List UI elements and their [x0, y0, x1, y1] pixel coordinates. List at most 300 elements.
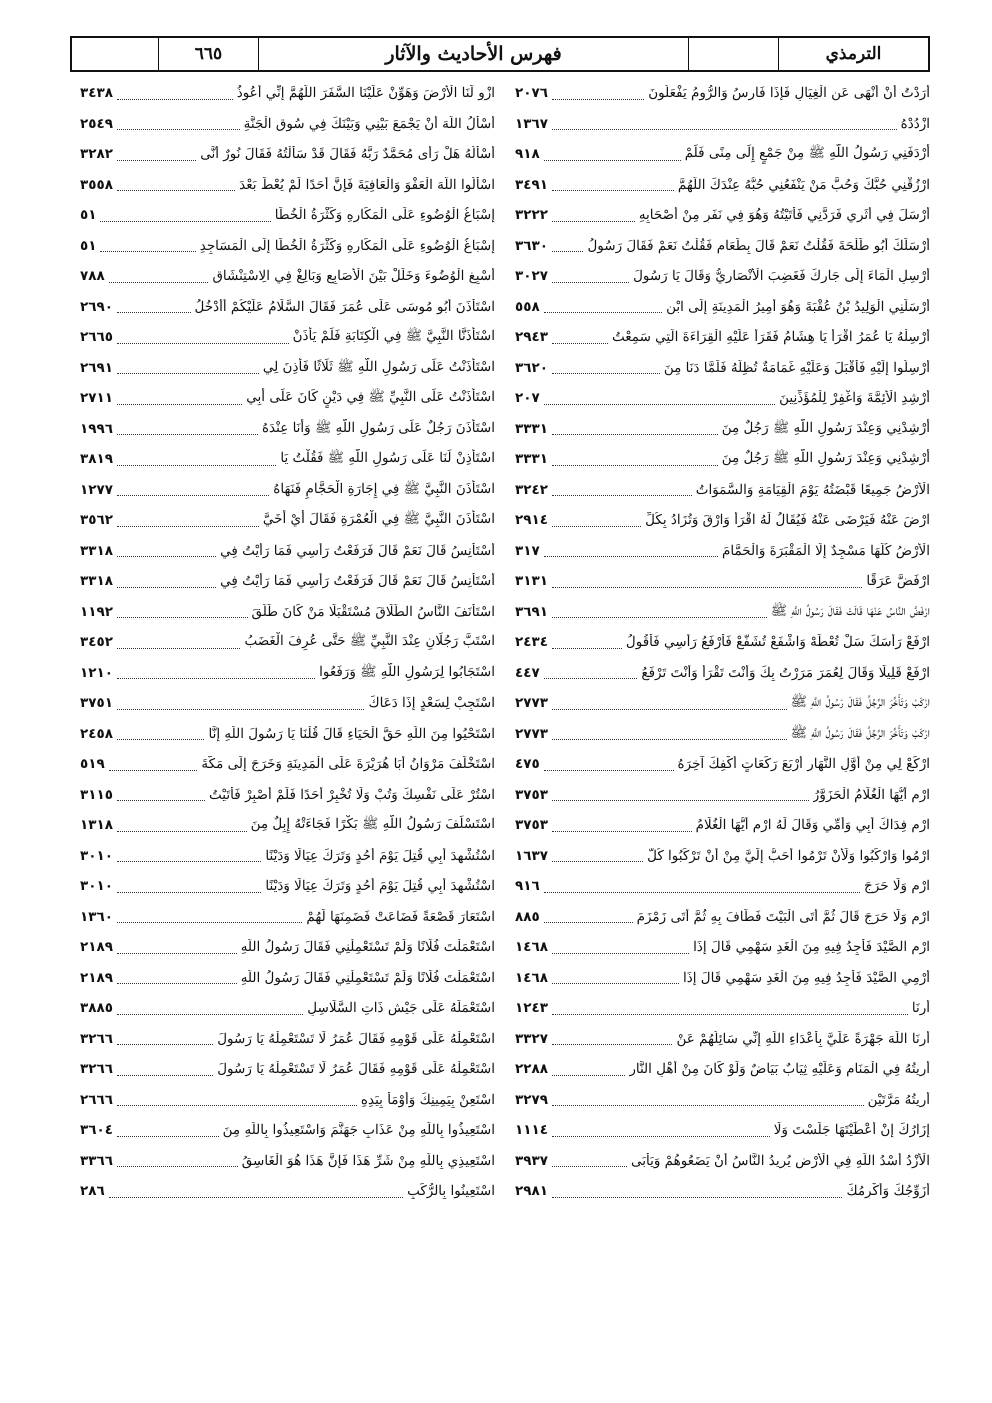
leader-dots	[117, 1032, 213, 1045]
hadith-number: ٨٨٥	[515, 908, 540, 925]
hadith-number: ٣٩٣٧	[515, 1152, 548, 1169]
entry-text: أَسْبِغِ الْوُضُوءَ وَخَلِّلْ بَيْنَ الْأَصَابِعِ وَبَالِغْ فِي الِاسْتِنْشَاقِ	[212, 268, 495, 285]
entry-text: ارْكَعْ لِي مِنْ أَوَّلِ النَّهَارِ أَرْبَعَ رَكَعَاتٍ أَكْفِكَ آخِرَهُ	[677, 756, 930, 773]
hadith-number: ٣٠٢٧	[515, 268, 548, 285]
leader-dots	[552, 605, 767, 618]
hadith-number: ٢٦٦٥	[80, 329, 113, 346]
hadith-number: ١١١٤	[515, 1122, 548, 1139]
hadith-number: ٣٤٥٢	[80, 634, 113, 651]
entry-text: اسْتُشْهِدَ أَبِي قُتِلَ يَوْمَ أُحُدٍ وَتَرَكَ عِيَالًا وَدَيْنًا	[265, 878, 495, 895]
index-entry	[515, 658, 930, 689]
entry-text: أَسْتَأْنِسُ قَالَ نَعَمْ قَالَ فَرَفَعْتُ رَأْسِي فَمَا رَأَيْتُ فِي	[220, 542, 495, 559]
leader-dots	[552, 788, 809, 801]
leader-dots	[117, 1002, 303, 1015]
entry-text: اسْتُشْهِدَ أَبِي قُتِلَ يَوْمَ أُحُدٍ وَتَرَكَ عِيَالًا وَدَيْنًا	[265, 847, 495, 864]
hadith-number: ٣٣١٨	[80, 573, 113, 590]
entry-text: أُرِيتُهُ مَرَّتَيْنِ	[867, 1091, 930, 1108]
entry-text: أَرْسِلْهُ يَا عُمَرُ اقْرَأْ يَا هِشَامُ فَقَرَأَ عَلَيْهِ الْقِرَاءَةَ الَّتِي سَمِعْتُ	[612, 329, 930, 346]
index-entry	[515, 444, 930, 475]
hadith-number: ١٢٤٣	[515, 1000, 548, 1017]
index-entry	[80, 1115, 495, 1146]
hadith-number: ٣١٣١	[515, 573, 548, 590]
index-entry	[515, 353, 930, 384]
entry-text: أَرِنَا	[911, 1000, 930, 1017]
entry-text: ارْفَضَّ النَّاسُ عَنْهَا قَالَتْ فَقَالَ رَسُولُ اللَّهِ ﷺ	[770, 602, 930, 619]
index-entry	[515, 810, 930, 841]
entry-text: اسْتَأْذِنْ لَنَا عَلَى رَسُولِ اللَّهِ ﷺ فَقُلْتُ يَا	[280, 450, 495, 467]
leader-dots	[552, 971, 679, 984]
index-entry	[515, 505, 930, 536]
entry-text: أَرْمِي الصَّيْدَ فَأَجِدُ فِيهِ مِنَ الْغَدِ سَهْمِي قَالَ إِذَا	[682, 969, 930, 986]
entry-text: أَرْسَلَكَ أَبُو طَلْحَةَ فَقُلْتُ نَعَمْ قَالَ بِطَعَامٍ فَقُلْتُ نَعَمْ فَقَالَ رَسُولُ	[587, 237, 930, 254]
hadith-number: ٣١٧	[515, 542, 540, 559]
leader-dots	[117, 1063, 213, 1076]
index-entry	[515, 322, 930, 353]
book-name: الترمذي	[778, 38, 928, 70]
index-entry	[80, 536, 495, 567]
entry-text: اسْتَعِيذِي بِاللَّهِ مِنْ شَرِّ هَذَا فَإِنَّ هَذَا هُوَ الْغَاسِقُ	[241, 1152, 495, 1169]
hadith-number: ٣٥٦٢	[80, 512, 113, 529]
entry-text: اسْتَعْمَلْتَ فُلَانًا وَلَمْ تَسْتَعْمِلْنِي فَقَالَ رَسُولُ اللَّهِ	[240, 939, 495, 956]
hadith-number: ١٣٦٧	[515, 115, 548, 132]
entry-text: أُرِيتُهُ فِي الْمَنَامِ وَعَلَيْهِ ثِيَابٌ بَيَاضٌ وَلَوْ كَانَ مِنْ أَهْلِ النَّارِ	[629, 1061, 930, 1078]
leader-dots	[552, 1063, 625, 1076]
index-entry	[515, 414, 930, 445]
leader-dots	[117, 453, 276, 466]
entry-text: إِسْبَاغُ الْوُضُوءِ عَلَى الْمَكَارِهِ وَكَثْرَةُ الْخُطَا	[274, 207, 495, 224]
index-entry	[515, 1085, 930, 1116]
hadith-number: ٢٤٣٤	[515, 634, 548, 651]
index-entry	[515, 566, 930, 597]
hadith-number: ٢٤٥٨	[80, 725, 113, 742]
hadith-number: ٣٦٩١	[515, 603, 548, 620]
hadith-number: ٣٧٥٣	[515, 817, 548, 834]
index-entry	[80, 688, 495, 719]
entry-text: اسْتَعْمَلْتَ فُلَانًا وَلَمْ تَسْتَعْمِلْنِي فَقَالَ رَسُولُ اللَّهِ	[240, 969, 495, 986]
entry-text: الْأَرْضُ جَمِيعًا قَبْضَتُهُ يَوْمَ الْقِيَامَةِ وَالسَّمَوَاتُ	[695, 481, 930, 498]
hadith-number: ٢١٨٩	[80, 969, 113, 986]
index-entry	[515, 871, 930, 902]
hadith-number: ٣٢٦٦	[80, 1030, 113, 1047]
hadith-number: ١٤٦٨	[515, 939, 548, 956]
entry-text: اسْتَخْلَفَ مَرْوَانُ أَبَا هُرَيْرَةَ عَلَى الْمَدِينَةِ وَخَرَجَ إِلَى مَكَّةَ	[201, 756, 495, 773]
leader-dots	[117, 697, 364, 710]
index-entry	[515, 383, 930, 414]
entry-text: ارْزُقْنِي حُبَّكَ وَحُبَّ مَنْ يَنْفَعُنِي حُبُّهُ عِنْدَكَ اللَّهُمَّ	[677, 176, 930, 193]
hadith-number: ٢٩١٤	[515, 512, 548, 529]
hadith-number: ٣٦٣٠	[515, 237, 548, 254]
entry-text: أَرِنَا اللَّهَ جَهْرَةً عَلَيَّ بِأَعْدَاءِ اللَّهِ إِنِّي سَائِلُهُمْ عَنْ	[676, 1030, 930, 1047]
leader-dots	[552, 422, 718, 435]
hadith-number: ٣٤٣٨	[80, 85, 113, 102]
entry-text: اسْتَعِيذُوا بِاللَّهِ مِنْ عَذَابِ جَهَنَّمَ وَاسْتَعِيذُوا بِاللَّهِ مِنَ	[222, 1122, 495, 1139]
hadith-number: ٥١٩	[80, 756, 105, 773]
leader-dots	[544, 544, 718, 557]
leader-dots	[100, 209, 270, 222]
leader-dots	[552, 209, 635, 222]
hadith-number: ١٣٦٠	[80, 908, 113, 925]
right-column	[515, 78, 930, 1268]
index-entry	[80, 841, 495, 872]
index-entry	[80, 719, 495, 750]
entry-text: أَرْشِدْنِي وَعِنْدَ رَسُولِ اللَّهِ ﷺ رَجُلٌ مِنَ	[721, 450, 930, 467]
hadith-number: ٤٧٥	[515, 756, 540, 773]
leader-dots	[552, 819, 692, 832]
hadith-number: ٢٩٤٣	[515, 329, 548, 346]
index-entry	[80, 932, 495, 963]
entry-text: ارْمِ فِدَاكَ أَبِي وَأُمِّي وَقَالَ لَهُ ارْمِ أَيُّهَا الْغُلَامُ	[695, 817, 930, 834]
leader-dots	[552, 514, 641, 527]
index-entry	[515, 902, 930, 933]
leader-dots	[117, 544, 216, 557]
entry-text: أَرْسِلِ الْمَاءَ إِلَى جَارِكَ فَغَضِبَ الْأَنْصَارِيُّ وَقَالَ يَا رَسُولَ	[633, 268, 930, 285]
entry-text: أَرْسَلَنِي الْوَلِيدُ بْنُ عُقْبَةَ وَهُوَ أَمِيرُ الْمَدِينَةِ إِلَى ابْنِ	[666, 298, 930, 315]
leader-dots	[109, 758, 198, 771]
hadith-number: ٩١٦	[515, 878, 540, 895]
hadith-number: ٢٧١١	[80, 390, 113, 407]
index-entry	[80, 231, 495, 262]
index-entry	[515, 78, 930, 109]
hadith-number: ١٣١٨	[80, 817, 113, 834]
entry-text: أَرْشِدْنِي وَعِنْدَ رَسُولِ اللَّهِ ﷺ رَجُلٌ مِنَ	[721, 419, 930, 436]
hadith-number: ١٢٧٧	[80, 481, 113, 498]
index-entry	[80, 1146, 495, 1177]
hadith-number: ٢٦٩١	[80, 359, 113, 376]
page-number: ٦٦٥	[158, 38, 258, 70]
index-entry	[515, 749, 930, 780]
leader-dots	[544, 666, 638, 679]
entry-text: اسْتَعْمِلْهُ عَلَى قَوْمِهِ فَقَالَ عُمَرُ لَا تَسْتَعْمِلْهُ يَا رَسُولَ	[217, 1030, 495, 1047]
leader-dots	[117, 727, 205, 740]
entry-text: اسْتَأْذَنَ رَجُلٌ عَلَى رَسُولِ اللَّهِ ﷺ وَأَنَا عِنْدَهُ	[261, 419, 495, 436]
hadith-number: ٣٨٨٥	[80, 1000, 113, 1017]
index-entry	[515, 261, 930, 292]
leader-dots	[117, 666, 315, 679]
entry-text: اسْتَبَّ رَجُلَانِ عِنْدَ النَّبِيِّ ﷺ حَتَّى عُرِفَ الْغَضَبُ	[244, 633, 495, 650]
left-column	[80, 78, 495, 1268]
leader-dots	[552, 270, 629, 283]
hadith-number: ٢٨٦	[80, 1183, 105, 1200]
entry-text: اسْتَأْذَنَ النَّبِيَّ ﷺ فِي الْعُمْرَةِ فَقَالَ أَيْ أُخَيَّ	[262, 511, 495, 528]
index-entry	[80, 749, 495, 780]
hadith-number: ٢٦٩٠	[80, 298, 113, 315]
hadith-number: ٣١١٥	[80, 786, 113, 803]
hadith-number: ٢٥٤٩	[80, 115, 113, 132]
hadith-number: ٩١٨	[515, 146, 540, 163]
entry-text: أَسْأَلُهُ هَلْ رَأَى مُحَمَّدٌ رَبَّهُ فَقَالَ قَدْ سَأَلْتُهُ فَقَالَ نُورٌ أَنَّى	[200, 146, 495, 163]
index-entry	[80, 1024, 495, 1055]
leader-dots	[552, 636, 622, 649]
hadith-number: ٣٧٥١	[80, 695, 113, 712]
leader-dots	[117, 392, 242, 405]
hadith-number: ١٢١٠	[80, 664, 113, 681]
leader-dots	[117, 148, 196, 161]
entry-text: إِزَارُكَ إِنْ أَعْطَيْتَهَا جَلَسْتَ وَلَا	[773, 1122, 930, 1139]
entry-text: أَرْدَفَنِي رَسُولُ اللَّهِ ﷺ مِنْ جَمْعٍ إِلَى مِنًى فَلَمْ	[684, 145, 930, 162]
leader-dots	[552, 941, 689, 954]
entry-text: اسْأَلُوا اللَّهَ الْعَفْوَ وَالْعَافِيَةَ فَإِنَّ أَحَدًا لَمْ يُعْطَ بَعْدَ	[239, 176, 495, 193]
entry-text: ارْمُوا وَارْكَبُوا وَلَأَنْ تَرْمُوا أَحَبُّ إِلَيَّ مِنْ أَنْ تَرْكَبُوا كُلُّ	[647, 847, 930, 864]
entry-text: اسْتَأْنَفَ النَّاسُ الطَّلَاقَ مُسْتَقْبَلًا مَنْ كَانَ طَلَّقَ	[251, 603, 495, 620]
leader-dots	[117, 300, 191, 313]
entry-text: أَرَدْتُ أَنْ أَنْهَى عَنِ الْغِيَالِ فَإِذَا فَارِسُ وَالرُّومُ يَفْعَلُونَ	[648, 85, 930, 102]
hadith-number: ٣٦٢٠	[515, 359, 548, 376]
leader-dots	[552, 453, 718, 466]
entry-text: اسْتَجَابُوا لِرَسُولِ اللَّهِ ﷺ وَرَفَعُوا	[319, 663, 495, 680]
index-entry	[80, 414, 495, 445]
leader-dots	[117, 1093, 357, 1106]
leader-dots	[552, 849, 643, 862]
entry-text: اسْتَعْمَلَهُ عَلَى جَيْشِ ذَاتِ السَّلَاسِلِ	[307, 1000, 495, 1017]
index-entry	[80, 170, 495, 201]
index-entry	[515, 170, 930, 201]
entry-text: أَرْسِلُوا إِلَيْهِ فَأَقْبَلَ وَعَلَيْهِ غَمَامَةٌ تُظِلُّهُ فَلَمَّا دَنَا مِنَ	[663, 359, 930, 376]
entry-text: ارْفَضَّ عَرَقًا	[866, 573, 930, 590]
leader-dots	[544, 910, 633, 923]
index-entry	[515, 719, 930, 750]
leader-dots	[117, 941, 237, 954]
index-entry	[80, 383, 495, 414]
leader-dots	[117, 636, 240, 649]
index-entry	[515, 1054, 930, 1085]
leader-dots	[117, 788, 205, 801]
entry-text: اسْتَجِبْ لِسَعْدٍ إِذَا دَعَاكَ	[368, 695, 495, 712]
hadith-number: ٢٠٧٦	[515, 85, 548, 102]
hadith-number: ٢٩٨١	[515, 1183, 548, 1200]
header-spacer-right	[688, 38, 778, 70]
leader-dots	[117, 331, 289, 344]
entry-text: ارْمِ الصَّيْدَ فَأَجِدُ فِيهِ مِنَ الْغَدِ سَهْمِي قَالَ إِذَا	[693, 939, 930, 956]
entry-text: ارْفَعْ قَلِيلًا وَقَالَ لِعُمَرَ مَرَرْتُ بِكَ وَأَنْتَ تَقْرَأُ وَأَنْتَ تَرْفَعُ	[641, 664, 930, 681]
entry-text: ارْمِ وَلَا حَرَجَ قَالَ ثُمَّ أَتَى الْبَيْتَ فَطَافَ بِهِ ثُمَّ أَتَى زَمْزَمَ	[636, 908, 930, 925]
index-entry	[515, 1024, 930, 1055]
index-columns	[80, 78, 930, 1268]
index-entry	[515, 1176, 930, 1207]
index-entry	[515, 231, 930, 262]
leader-dots	[117, 361, 259, 374]
entry-text: اسْتَعَارَ قَصْعَةً فَضَاعَتْ فَضَمِنَهَا لَهُمْ	[306, 908, 495, 925]
hadith-number: ٢٠٧	[515, 390, 540, 407]
leader-dots	[552, 483, 692, 496]
hadith-number: ١٦٣٧	[515, 847, 548, 864]
index-entry	[80, 78, 495, 109]
entry-text: ازْدُدْهُ	[900, 115, 930, 132]
entry-text: أَسْأَلُ اللَّهَ أَنْ يَجْمَعَ بَيْنِي وَبَيْنَكَ فِي سُوقِ الْجَنَّةِ	[243, 115, 495, 132]
leader-dots	[552, 1185, 842, 1198]
hadith-number: ٤٤٧	[515, 664, 540, 681]
index-entry	[80, 292, 495, 323]
index-entry	[80, 139, 495, 170]
hadith-number: ١٩٩٦	[80, 420, 113, 437]
hadith-number: ٣٢٤٢	[515, 481, 548, 498]
index-entry	[80, 963, 495, 994]
index-entry	[515, 841, 930, 872]
entry-text: اسْتَعِنْ بِيَمِينِكَ وَأَوْمَأَ بِيَدِهِ	[360, 1091, 495, 1108]
leader-dots	[109, 1185, 403, 1198]
entry-text: اسْتَحْيُوا مِنَ اللَّهِ حَقَّ الْحَيَاءِ قَالَ قُلْنَا يَا رَسُولَ اللَّهِ إِنَّا	[208, 725, 495, 742]
entry-text: ارْكَبْ وَتَأَخَّرَ الرَّجُلُ فَقَالَ رَسُولُ اللَّهِ ﷺ	[790, 694, 930, 711]
leader-dots	[544, 148, 681, 161]
index-entry	[515, 200, 930, 231]
leader-dots	[544, 880, 860, 893]
index-entry	[515, 109, 930, 140]
hadith-number: ٣٥٥٨	[80, 176, 113, 193]
leader-dots	[109, 270, 209, 283]
leader-dots	[117, 910, 302, 923]
hadith-number: ٣٣٦٦	[80, 1152, 113, 1169]
hadith-number: ٣٣٣١	[515, 451, 548, 468]
hadith-number: ٣٠١٠	[80, 847, 113, 864]
leader-dots	[117, 880, 261, 893]
entry-text: ارْكَبْ وَتَأَخَّرَ الرَّجُلُ فَقَالَ رَسُولُ اللَّهِ ﷺ	[790, 724, 930, 741]
entry-text: اسْتَأْذَنْتُ عَلَى رَسُولِ اللَّهِ ﷺ ثَلَاثًا فَأَذِنَ لِي	[262, 358, 495, 375]
leader-dots	[552, 178, 674, 191]
hadith-number: ٣٨١٩	[80, 451, 113, 468]
entry-text: أَسْتَأْنِسُ قَالَ نَعَمْ قَالَ فَرَفَعْتُ رَأْسِي فَمَا رَأَيْتُ فِي	[220, 573, 495, 590]
hadith-number: ٣٤٩١	[515, 176, 548, 193]
index-entry	[80, 261, 495, 292]
hadith-number: ٣٣٢٧	[515, 1030, 548, 1047]
leader-dots	[552, 1093, 864, 1106]
leader-dots	[552, 1032, 672, 1045]
leader-dots	[552, 1154, 627, 1167]
hadith-number: ٣٧٥٣	[515, 786, 548, 803]
index-entry	[80, 658, 495, 689]
index-entry	[80, 200, 495, 231]
leader-dots	[544, 300, 662, 313]
entry-text: اسْتَأْذَنْتُ عَلَى النَّبِيِّ ﷺ فِي دَيْنٍ كَانَ عَلَى أَبِي	[246, 389, 495, 406]
leader-dots	[552, 117, 897, 130]
entry-text: ارْمِ وَلَا حَرَجَ	[864, 878, 930, 895]
hadith-number: ٣٣٣١	[515, 420, 548, 437]
index-entry	[80, 566, 495, 597]
entry-text: اسْتَسْلَفَ رَسُولُ اللَّهِ ﷺ بَكْرًا فَجَاءَتْهُ إِبِلٌ مِنَ	[250, 816, 495, 833]
entry-text: الْأَزْدُ أُسْدُ اللَّهِ فِي الْأَرْضِ يُرِيدُ النَّاسُ أَنْ يَضَعُوهُمْ وَيَأْبَى	[630, 1152, 930, 1169]
leader-dots	[552, 697, 787, 710]
leader-dots	[117, 819, 247, 832]
index-entry	[515, 627, 930, 658]
entry-text: ارْمِ أَيُّهَا الْغُلَامُ الْحَزَوَّرُ	[812, 786, 930, 803]
leader-dots	[117, 178, 235, 191]
index-entry	[80, 810, 495, 841]
leader-dots	[117, 117, 240, 130]
index-entry	[515, 993, 930, 1024]
index-entry	[80, 1085, 495, 1116]
index-entry	[515, 139, 930, 170]
index-entry	[515, 1146, 930, 1177]
leader-dots	[544, 392, 775, 405]
entry-text: أَرْسَلَ فِي أَثَرِي فَرَدَّنِي فَأَتَيْتُهُ وَهُوَ فِي نَفَرٍ مِنْ أَصْحَابِهِ	[638, 207, 930, 224]
index-entry	[80, 902, 495, 933]
index-entry	[515, 597, 930, 628]
index-entry	[80, 322, 495, 353]
hadith-number: ٣٦٠٤	[80, 1122, 113, 1139]
leader-dots	[117, 605, 248, 618]
page-header	[70, 36, 930, 72]
index-entry	[515, 780, 930, 811]
hadith-number: ٢٦٦٦	[80, 1091, 113, 1108]
entry-text: اسْتَعِينُوا بِالرُّكَبِ	[407, 1183, 495, 1200]
index-entry	[80, 109, 495, 140]
page-title: فهرس الأحاديث والآثار	[258, 38, 688, 70]
entry-text: الْأَرْضُ كُلُّهَا مَسْجِدٌ إِلَّا الْمَقْبَرَةَ وَالْحَمَّامَ	[722, 542, 930, 559]
index-entry	[515, 688, 930, 719]
leader-dots	[552, 331, 608, 344]
index-entry	[80, 780, 495, 811]
entry-text: اسْتَأْذَنَ النَّبِيَّ ﷺ فِي إِجَارَةِ الْحَجَّامِ فَنَهَاهُ	[273, 480, 495, 497]
leader-dots	[117, 575, 216, 588]
leader-dots	[552, 239, 584, 252]
hadith-number: ٣٢٧٩	[515, 1091, 548, 1108]
leader-dots	[552, 1124, 770, 1137]
index-entry	[515, 932, 930, 963]
leader-dots	[552, 727, 787, 740]
index-entry	[80, 597, 495, 628]
hadith-number: ٥١	[80, 237, 97, 254]
index-entry	[515, 475, 930, 506]
index-entry	[80, 1176, 495, 1207]
leader-dots	[117, 1124, 219, 1137]
leader-dots	[117, 483, 269, 496]
hadith-number: ١١٩٢	[80, 603, 113, 620]
header-spacer-left	[72, 38, 158, 70]
hadith-number: ٣٢٢٢	[515, 207, 548, 224]
index-entry	[80, 353, 495, 384]
leader-dots	[117, 87, 233, 100]
hadith-number: ٥١	[80, 207, 97, 224]
entry-text: ارْضَ عَنْهُ فَيَرْضَى عَنْهُ فَيُقَالُ لَهُ اقْرَأْ وَارْقَ وَتُزَادُ بِكُلِّ	[645, 512, 930, 529]
hadith-number: ٣٢٨٢	[80, 146, 113, 163]
leader-dots	[552, 87, 644, 100]
index-entry	[515, 1115, 930, 1146]
leader-dots	[117, 971, 237, 984]
leader-dots	[117, 849, 261, 862]
hadith-number: ٢٧٧٣	[515, 695, 548, 712]
entry-text: ازْوِ لَنَا الْأَرْضَ وَهَوِّنْ عَلَيْنَا السَّفَرَ اللَّهُمَّ إِنِّي أَعُوذُ	[236, 85, 495, 102]
index-entry	[80, 871, 495, 902]
entry-text: اسْتَأْذَنَ أَبُو مُوسَى عَلَى عُمَرَ فَقَالَ السَّلَامُ عَلَيْكُمْ أَأَدْخُلُ	[194, 298, 495, 315]
hadith-number: ٧٨٨	[80, 268, 105, 285]
leader-dots	[552, 361, 660, 374]
index-entry	[80, 444, 495, 475]
leader-dots	[552, 1002, 908, 1015]
entry-text: اسْتُرْ عَلَى نَفْسِكَ وَتُبْ وَلَا تُخْبِرْ أَحَدًا فَلَمْ أَصْبِرْ فَأَتَيْتُ	[209, 786, 495, 803]
entry-text: أُزَوِّجُكَ وَأُكْرِمُكَ	[846, 1183, 930, 1200]
index-entry	[515, 292, 930, 323]
index-entry	[80, 1054, 495, 1085]
entry-text: اسْتَعْمِلْهُ عَلَى قَوْمِهِ فَقَالَ عُمَرُ لَا تَسْتَعْمِلْهُ يَا رَسُولَ	[217, 1061, 495, 1078]
entry-text: إِسْبَاغُ الْوُضُوءِ عَلَى الْمَكَارِهِ وَكَثْرَةُ الْخُطَا إِلَى الْمَسَاجِدِ	[199, 237, 495, 254]
hadith-number: ١٤٦٨	[515, 969, 548, 986]
entry-text: ارْفَعْ رَأْسَكَ سَلْ تُعْطَهْ وَاشْفَعْ تُشَفَّعْ فَأَرْفَعُ رَأْسِي فَأَقُولُ	[625, 634, 930, 651]
hadith-number: ٢٢٨٨	[515, 1061, 548, 1078]
index-entry	[80, 475, 495, 506]
index-entry	[80, 993, 495, 1024]
hadith-number: ٥٥٨	[515, 298, 540, 315]
index-entry	[80, 505, 495, 536]
hadith-number: ٢١٨٩	[80, 939, 113, 956]
leader-dots	[544, 758, 674, 771]
hadith-number: ٣٢٦٦	[80, 1061, 113, 1078]
index-entry	[515, 963, 930, 994]
leader-dots	[100, 239, 195, 252]
entry-text: أَرْشِدِ الْأَئِمَّةَ وَاغْفِرْ لِلْمُؤَذِّنِينَ	[779, 390, 930, 407]
leader-dots	[117, 422, 258, 435]
leader-dots	[117, 514, 259, 527]
hadith-number: ٣٠١٠	[80, 878, 113, 895]
index-entry	[80, 627, 495, 658]
leader-dots	[552, 575, 862, 588]
